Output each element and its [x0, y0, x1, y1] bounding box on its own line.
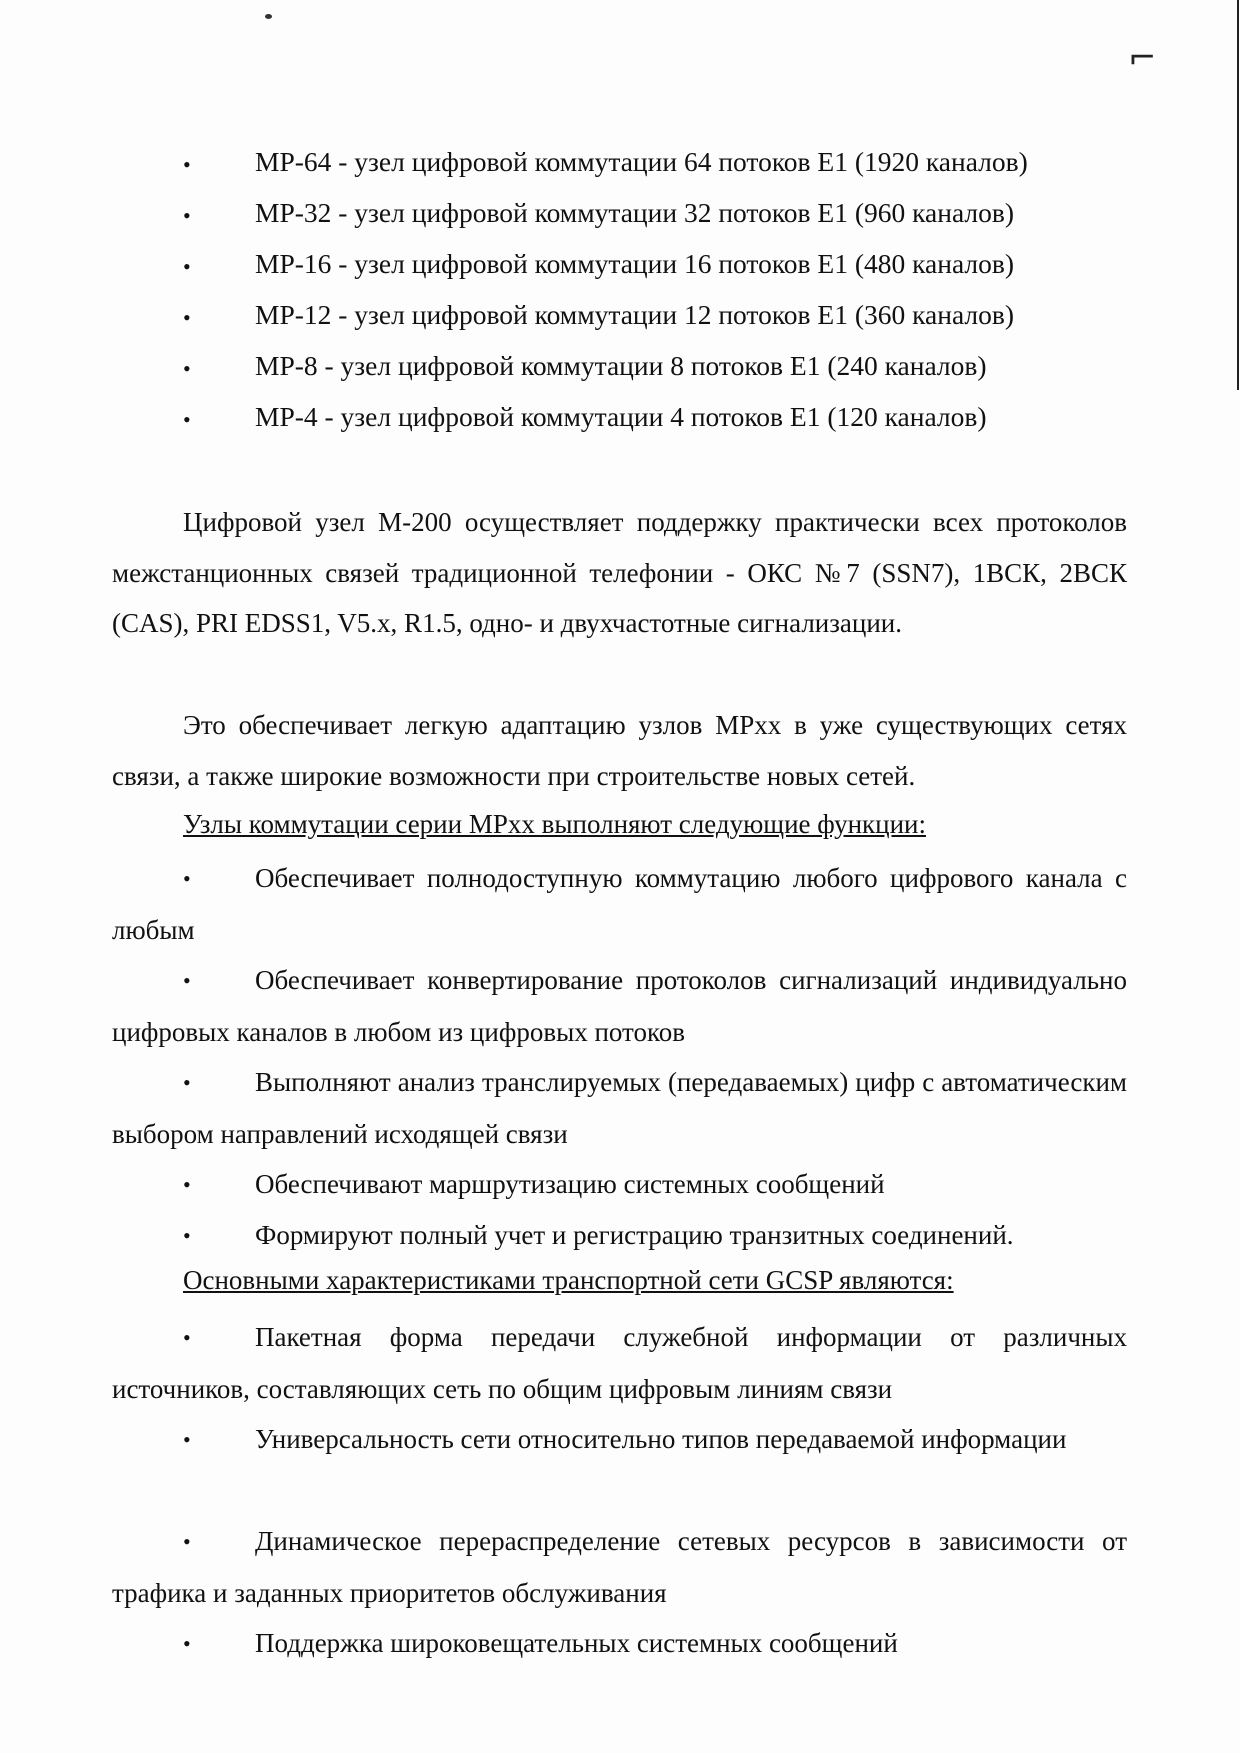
characteristic-item	[112, 1618, 1127, 1670]
list-item	[0, 248, 1240, 299]
bullet-icon: •	[183, 1070, 191, 1095]
characteristic-item	[112, 1312, 1127, 1414]
function-item	[112, 1210, 1127, 1262]
list-item-text: МР-12 - узел цифровой коммутации 12 потоков Е1 (360 каналов)	[255, 299, 1015, 330]
bullet-icon: •	[183, 1223, 191, 1248]
characteristic-item-text: Динамическое перераспределение сетевых ресурсов в зависимости от трафика и заданных приоритетов обслуживания	[112, 1526, 1127, 1608]
bullet-icon: •	[183, 254, 191, 279]
paragraph-adaptation	[112, 700, 1127, 801]
paragraph-protocols	[112, 497, 1127, 649]
section-heading-characteristics: Основными характеристиками транспортной сети GCSP являются:	[183, 1265, 954, 1295]
list-item-text: МР-4 - узел цифровой коммутации 4 потоков Е1 (120 каналов)	[255, 401, 987, 432]
characteristic-item-text: Универсальность сети относительно типов передаваемой информации	[255, 1424, 1067, 1454]
bullet-icon: •	[183, 407, 191, 432]
list-item-text: МР-8 - узел цифровой коммутации 8 потоков Е1 (240 каналов)	[255, 350, 987, 381]
function-item	[112, 1159, 1127, 1211]
function-item	[112, 1057, 1127, 1159]
bullet-icon: •	[183, 203, 191, 228]
function-item-text: Обеспечивают маршрутизацию системных сообщений	[255, 1169, 885, 1199]
page-corner-mark: ⌐	[1128, 38, 1157, 78]
function-item	[112, 955, 1127, 1057]
node-models-list	[0, 146, 1240, 452]
list-item	[0, 350, 1240, 401]
characteristic-item	[112, 1414, 1127, 1466]
paragraph-text: Это обеспечивает легкую адаптацию узлов МРхх в уже существующих сетях связи, а также широкие возможности при строительстве новых сетей.	[112, 710, 1127, 791]
bullet-icon: •	[183, 1325, 191, 1350]
function-item-text: Выполняют анализ транслируемых (передаваемых) цифр с автоматическим выбором направлений исходящей связи	[112, 1067, 1127, 1149]
list-item	[0, 197, 1240, 248]
characteristic-item	[112, 1516, 1127, 1618]
paragraph-text: Цифровой узел М-200 осуществляет поддержку практически всех протоколов межстанционных связей традиционной телефонии - ОКС №7 (SSN7), 1ВСК, 2ВСК (CAS), PRI EDSS1, V5.x, R1.5, одно- и двухчастотные сигнализации.	[112, 507, 1127, 638]
scan-speck	[265, 14, 272, 19]
list-item	[0, 299, 1240, 350]
bullet-icon: •	[183, 1172, 191, 1197]
function-item	[112, 853, 1127, 955]
bullet-icon: •	[183, 1529, 191, 1554]
list-item-text: МР-32 - узел цифровой коммутации 32 потоков Е1 (960 каналов)	[255, 197, 1015, 228]
bullet-icon: •	[183, 152, 191, 177]
list-item-text: МР-64 - узел цифровой коммутации 64 потоков Е1 (1920 каналов)	[255, 146, 1028, 177]
bullet-icon: •	[183, 1631, 191, 1656]
list-item-text: МР-16 - узел цифровой коммутации 16 потоков Е1 (480 каналов)	[255, 248, 1015, 279]
function-item-text: Обеспечивает полнодоступную коммутацию любого цифрового канала с любым	[112, 863, 1127, 945]
bullet-icon: •	[183, 305, 191, 330]
section-heading-functions: Узлы коммутации серии МРхх выполняют следующие функции:	[183, 809, 927, 839]
characteristic-item-text: Поддержка широковещательных системных сообщений	[255, 1628, 898, 1658]
bullet-icon: •	[183, 1427, 191, 1452]
bullet-icon: •	[183, 968, 191, 993]
function-item-text: Формируют полный учет и регистрацию транзитных соединений.	[255, 1220, 1014, 1250]
characteristic-item-text: Пакетная форма передачи служебной информации от различных источников, составляющих сеть по общим цифровым линиям связи	[112, 1322, 1127, 1404]
bullet-icon: •	[183, 866, 191, 891]
list-item	[0, 146, 1240, 197]
bullet-icon: •	[183, 356, 191, 381]
function-item-text: Обеспечивает конвертирование протоколов сигнализаций индивидуально цифровых каналов в любом из цифровых потоков	[112, 965, 1127, 1047]
list-item	[0, 401, 1240, 452]
